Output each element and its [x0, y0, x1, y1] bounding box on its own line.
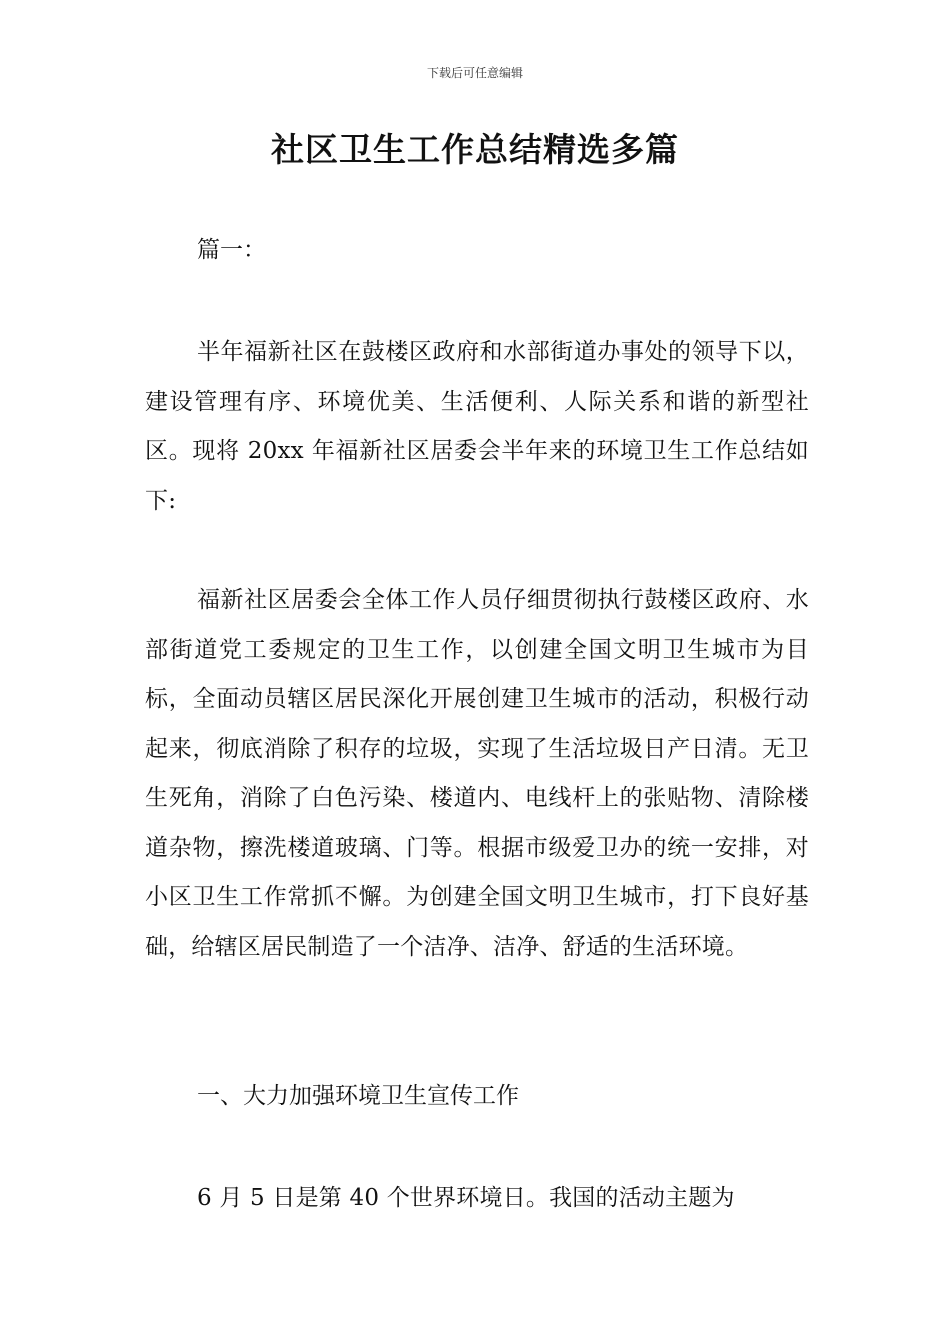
paragraph-intro: 半年福新社区在鼓楼区政府和水部街道办事处的领导下以，建设管理有序、环境优美、生活便利、人际关系和谐的新型社区。现将 20xx 年福新社区居委会半年来的环境卫生工作总结如下: — [145, 339, 809, 514]
header-note: 下载后可任意编辑 — [426, 66, 523, 80]
document-title: 社区卫生工作总结精选多篇 — [271, 130, 679, 169]
section-heading: 一、大力加强环境卫生宣传工作 — [197, 1083, 519, 1109]
paragraph-work-summary: 福新社区居委会全体工作人员仔细贯彻执行鼓楼区政府、水部街道党工委规定的卫生工作，以创建全国文明卫生城市为目标，全面动员辖区居民深化开展创建卫生城市的活动，积极行动起来，彻底消除了积存的垃圾，实现了生活垃圾日产日清。无卫生死角，消除了白色污染、楼道内、电线杆上的张贴物、清除楼道杂物，擦洗楼道玻璃、门等。根据市级爱卫办的统一安排，对小区卫生工作常抓不懈。为创建全国文明卫生城市，打下良好基础，给辖区居民制造了一个洁净、洁净、舒适的生活环境。 — [145, 587, 809, 960]
paragraph-environment-day: 6 月 5 日是第 40 个世界环境日。我国的活动主题为 — [197, 1185, 735, 1211]
section-label: 篇一： — [197, 237, 266, 263]
